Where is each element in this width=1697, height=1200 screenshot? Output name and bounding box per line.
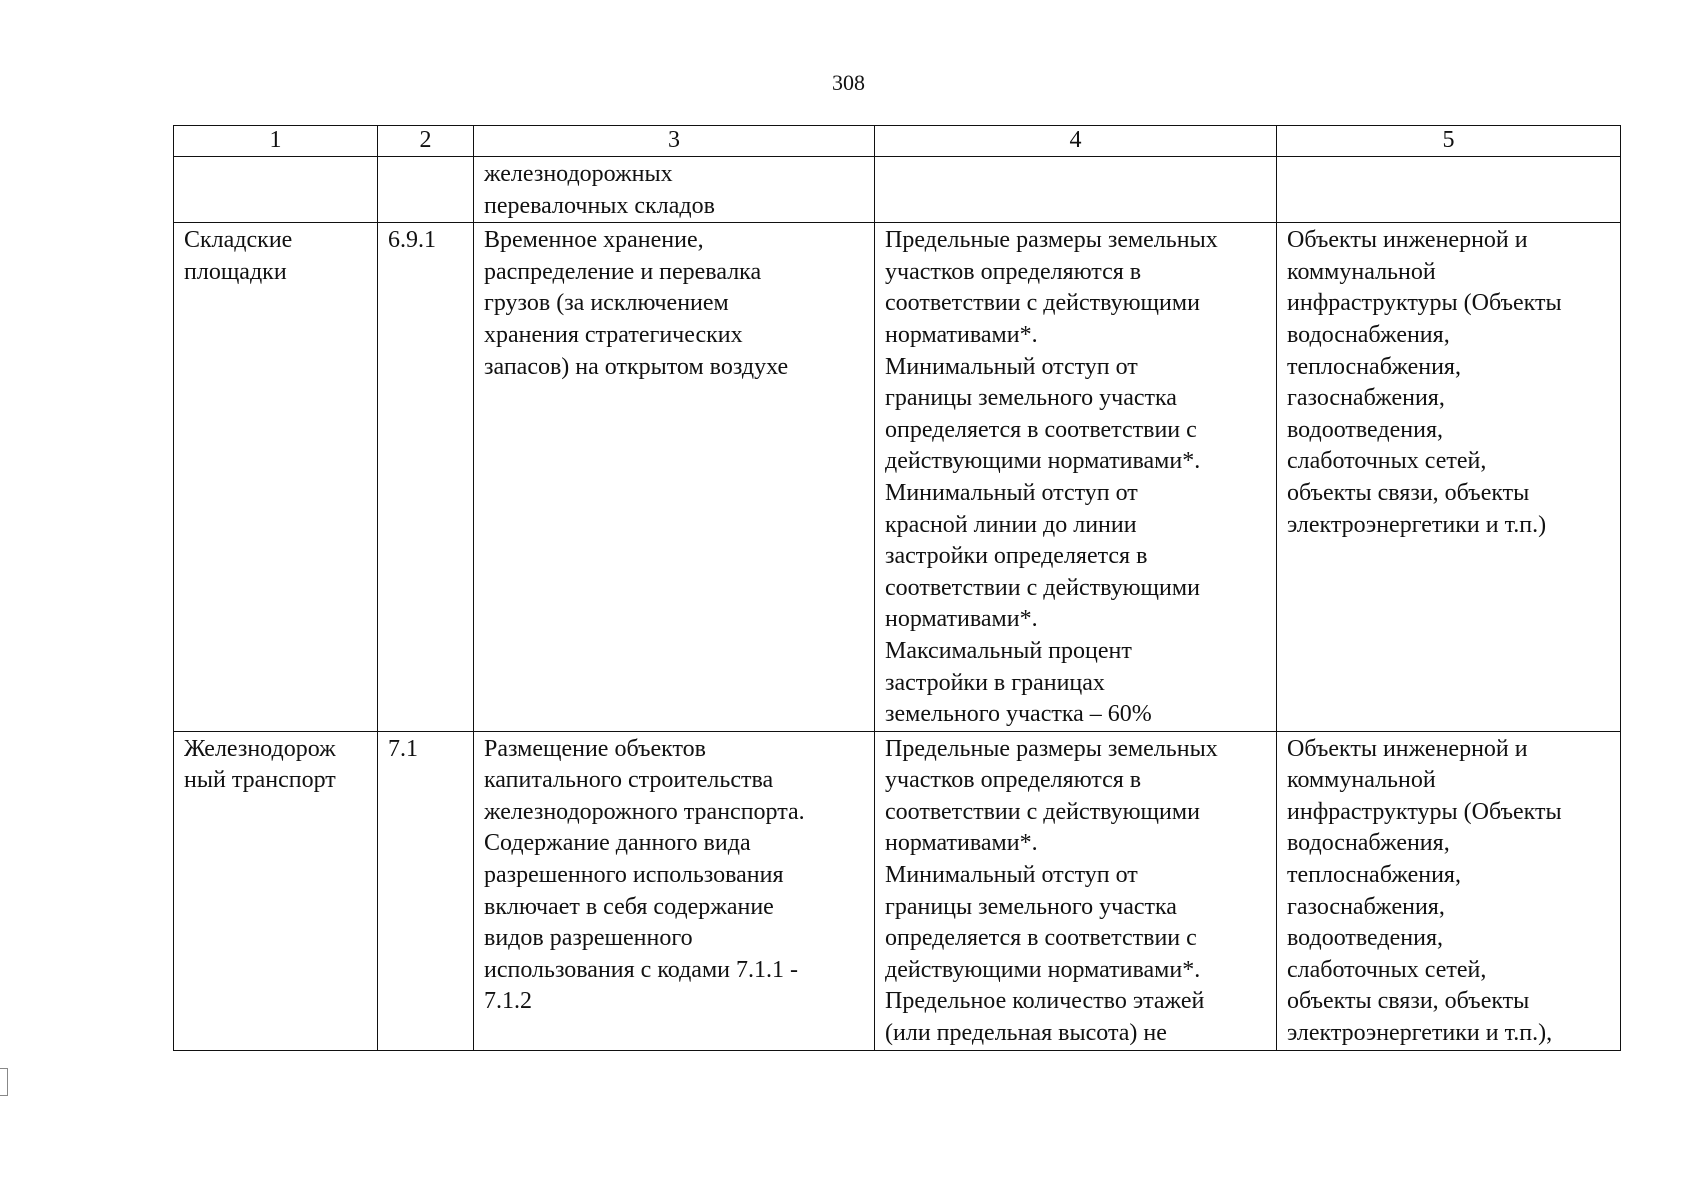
cell-text-line: границы земельного участка — [885, 893, 1177, 920]
cell-text-line: газоснабжения, — [1287, 385, 1445, 412]
cell-code — [378, 731, 474, 1050]
cell-text-line: электроэнергетики и т.п.) — [1287, 511, 1547, 538]
cell-text-line: слаботочных сетей, — [1287, 956, 1487, 983]
scan-margin-mark — [0, 1068, 8, 1096]
cell-text-line: нормативами*. — [885, 321, 1038, 348]
cell-text-line: распределение и перевалка — [484, 258, 762, 285]
cell-text-line: участков определяются в — [885, 767, 1142, 794]
cell-text-line: железнодорожного транспорта. — [484, 798, 805, 825]
cell-text-line: железнодорожных — [484, 161, 673, 187]
cell-text-line: (или предельная высота) не — [885, 1020, 1167, 1047]
cell-text-line: Содержание данного вида — [484, 830, 751, 857]
cell-text-line: объекты связи, объекты — [1287, 479, 1530, 506]
cell-text-line: действующими нормативами*. — [885, 956, 1201, 983]
cell-parameters — [875, 223, 1277, 732]
cell-text-line: нормативами*. — [885, 606, 1038, 633]
cell-text-line: участков определяются в — [885, 258, 1142, 285]
cell-text-line: водоотведения, — [1287, 925, 1443, 952]
cell-text-line: включает в себя содержание — [484, 893, 774, 920]
cell-parameters — [875, 157, 1277, 223]
cell-text-line: слаботочных сетей, — [1287, 448, 1487, 475]
cell-text-line: водоотведения, — [1287, 416, 1443, 443]
cell-text-line: Минимальный отступ от — [885, 479, 1138, 506]
cell-text-line: водоснабжения, — [1287, 321, 1450, 348]
cell-text-line: Минимальный отступ от — [885, 862, 1138, 889]
cell-text-line: инфраструктуры (Объекты — [1287, 290, 1562, 317]
cell-text-line: капитального строительства — [484, 767, 774, 794]
cell-text-line: электроэнергетики и т.п.), — [1287, 1020, 1553, 1047]
cell-text-line: действующими нормативами*. — [885, 448, 1201, 475]
cell-text-line: Предельные размеры земельных — [885, 735, 1218, 762]
cell-parameters — [875, 731, 1277, 1050]
cell-text-line: Предельное количество этажей — [885, 988, 1205, 1015]
cell-text-line: хранения стратегических — [484, 321, 743, 348]
page-number: 308 — [832, 70, 865, 95]
cell-description — [474, 157, 875, 223]
cell-text-line: Максимальный процент — [885, 637, 1132, 664]
cell-text-line: нормативами*. — [885, 830, 1038, 857]
cell-text-line: площадки — [184, 258, 287, 285]
cell-auxiliary-objects — [1277, 731, 1621, 1050]
cell-text-line: Складские — [184, 227, 293, 254]
cell-use-type — [174, 157, 378, 223]
cell-text-line: соответствии с действующими — [885, 574, 1200, 601]
cell-text-line: соответствии с действующими — [885, 798, 1200, 825]
table-row — [174, 223, 1621, 732]
column-header-4: 4 — [875, 126, 1277, 157]
cell-text-line: 6.9.1 — [388, 227, 436, 254]
cell-use-type — [174, 731, 378, 1050]
cell-text-line: Временное хранение, — [484, 227, 704, 254]
cell-text-line: застройки определяется в — [885, 543, 1148, 570]
cell-text-line: 7.1.2 — [484, 988, 532, 1015]
column-header-1: 1 — [174, 126, 378, 157]
column-header-5: 5 — [1277, 126, 1621, 157]
cell-text-line: запасов) на открытом воздухе — [484, 353, 789, 380]
cell-text-line: красной линии до линии — [885, 511, 1137, 538]
cell-text-line: объекты связи, объекты — [1287, 988, 1530, 1015]
table-row — [174, 157, 1621, 223]
cell-text-line: земельного участка – 60% — [885, 701, 1152, 728]
cell-text-line: Предельные размеры земельных — [885, 227, 1218, 254]
cell-text-line: грузов (за исключением — [484, 290, 729, 317]
cell-code — [378, 157, 474, 223]
cell-text-line: определяется в соответствии с — [885, 925, 1197, 952]
column-header-2: 2 — [378, 126, 474, 157]
cell-auxiliary-objects — [1277, 157, 1621, 223]
cell-text-line: коммунальной — [1287, 258, 1436, 285]
cell-auxiliary-objects — [1277, 223, 1621, 732]
land-use-table — [173, 125, 1621, 1051]
cell-text-line: водоснабжения, — [1287, 830, 1450, 857]
cell-text-line: разрешенного использования — [484, 862, 784, 889]
cell-text-line: ный транспорт — [184, 767, 336, 794]
cell-description — [474, 223, 875, 732]
cell-text-line: коммунальной — [1287, 767, 1436, 794]
cell-text-line: Минимальный отступ от — [885, 353, 1138, 380]
cell-text-line: застройки в границах — [885, 669, 1105, 696]
cell-text-line: теплоснабжения, — [1287, 353, 1461, 380]
cell-text-line: определяется в соответствии с — [885, 416, 1197, 443]
table-row — [174, 731, 1621, 1050]
table-header-row — [174, 126, 1621, 157]
cell-text-line: перевалочных складов — [484, 192, 715, 219]
cell-text-line: соответствии с действующими — [885, 290, 1200, 317]
cell-text-line: Объекты инженерной и — [1287, 735, 1528, 762]
column-header-3: 3 — [474, 126, 875, 157]
cell-text-line: газоснабжения, — [1287, 893, 1445, 920]
cell-use-type — [174, 223, 378, 732]
cell-text-line: Размещение объектов — [484, 735, 706, 762]
cell-text-line: 7.1 — [388, 735, 418, 762]
cell-text-line: Объекты инженерной и — [1287, 227, 1528, 254]
cell-text-line: границы земельного участка — [885, 385, 1177, 412]
cell-text-line: видов разрешенного — [484, 925, 693, 952]
cell-description — [474, 731, 875, 1050]
cell-text-line: использования с кодами 7.1.1 - — [484, 956, 798, 983]
cell-text-line: теплоснабжения, — [1287, 862, 1461, 889]
cell-text-line: Железнодорож — [184, 735, 336, 762]
cell-code — [378, 223, 474, 732]
cell-text-line: инфраструктуры (Объекты — [1287, 798, 1562, 825]
